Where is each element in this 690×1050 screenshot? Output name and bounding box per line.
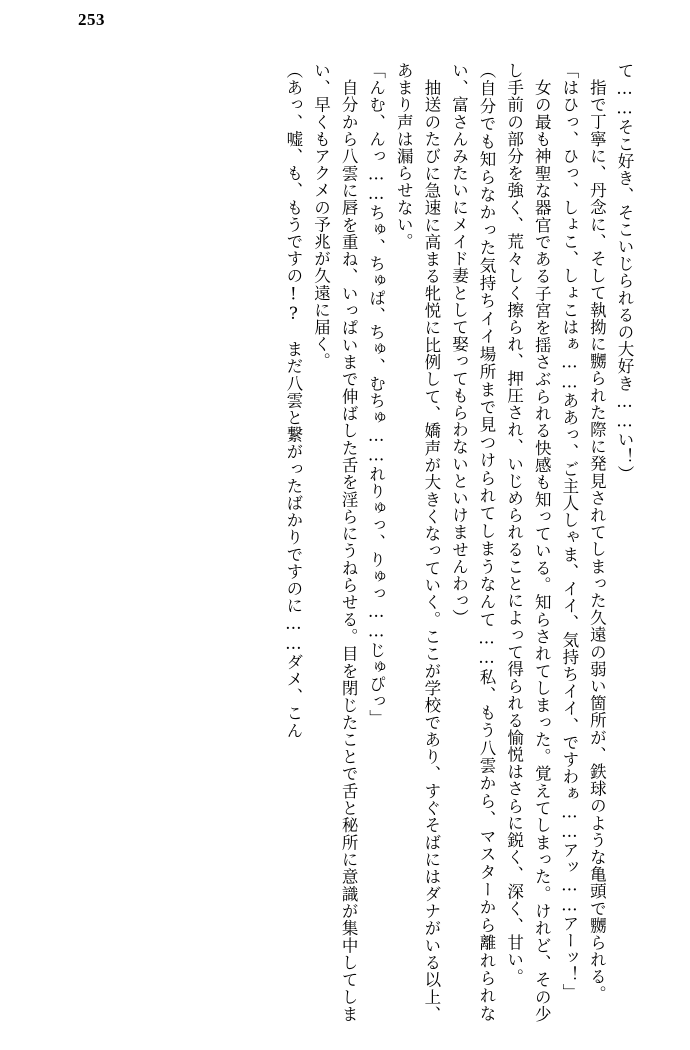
paragraph: 女の最も神聖な器官である子宮を揺さぶられる快感も知っている。知らされてしまった。覚えてしまった。けれど、その少し手前の部分を強く、荒々しく擦られ、押圧され、いじめられることによって得られる愉悦はさらに鋭く、深く、甘い。 [504,62,552,1022]
page-number: 253 [78,10,105,29]
paragraph: 「はひっ、ひっ、しょこ、しょこはぁ……ああっ、ご主人しゃま、イイ、気持ちイイ、ですわぁ……アッ……アーッ！」 [559,62,579,1001]
page-text-body [58,62,638,1022]
paragraph: 指で丁寧に、丹念に、そして執拗に嬲られた際に発見されてしまった久遠の弱い箇所が、鉄球のような亀頭で嬲られる。 [587,78,607,1002]
paragraph: 抽送のたびに急速に高まる牝悦に比例して、嬌声が大きくなっていく。ここが学校であり、すぐそばにはダナがいる以上、あまり声は漏らせない。 [394,62,441,1022]
paragraph: 「んむ、んっ……ちゅ、ちゅぱ、ちゅ、むちゅ……れりゅっ、りゅっ……じゅぴっ」 [366,62,386,727]
paragraph: て……そこ好き、そこいじられるの大好き……い！） [615,62,634,483]
paragraph: （あっ、嘘、も、もうですの!? まだ八雲と繋がったばかりですのに……ダメ、こん [283,62,303,739]
paragraph: （自分でも知らなかった気持ちイイ場所まで見つけられてしまうなんて……私、もう八雲から、マスターから離れられない、富さんみたいにメイド妻として娶ってもらわないといけませんわっ） [449,62,497,1022]
paragraph: 自分から八雲に唇を重ね、いっぱいまで伸ばした舌を淫らにうねらせる。目を閉じたことで舌と秘所に意識が集中してしまい、早くもアクメの予兆が久遠に届く。 [311,62,359,1022]
